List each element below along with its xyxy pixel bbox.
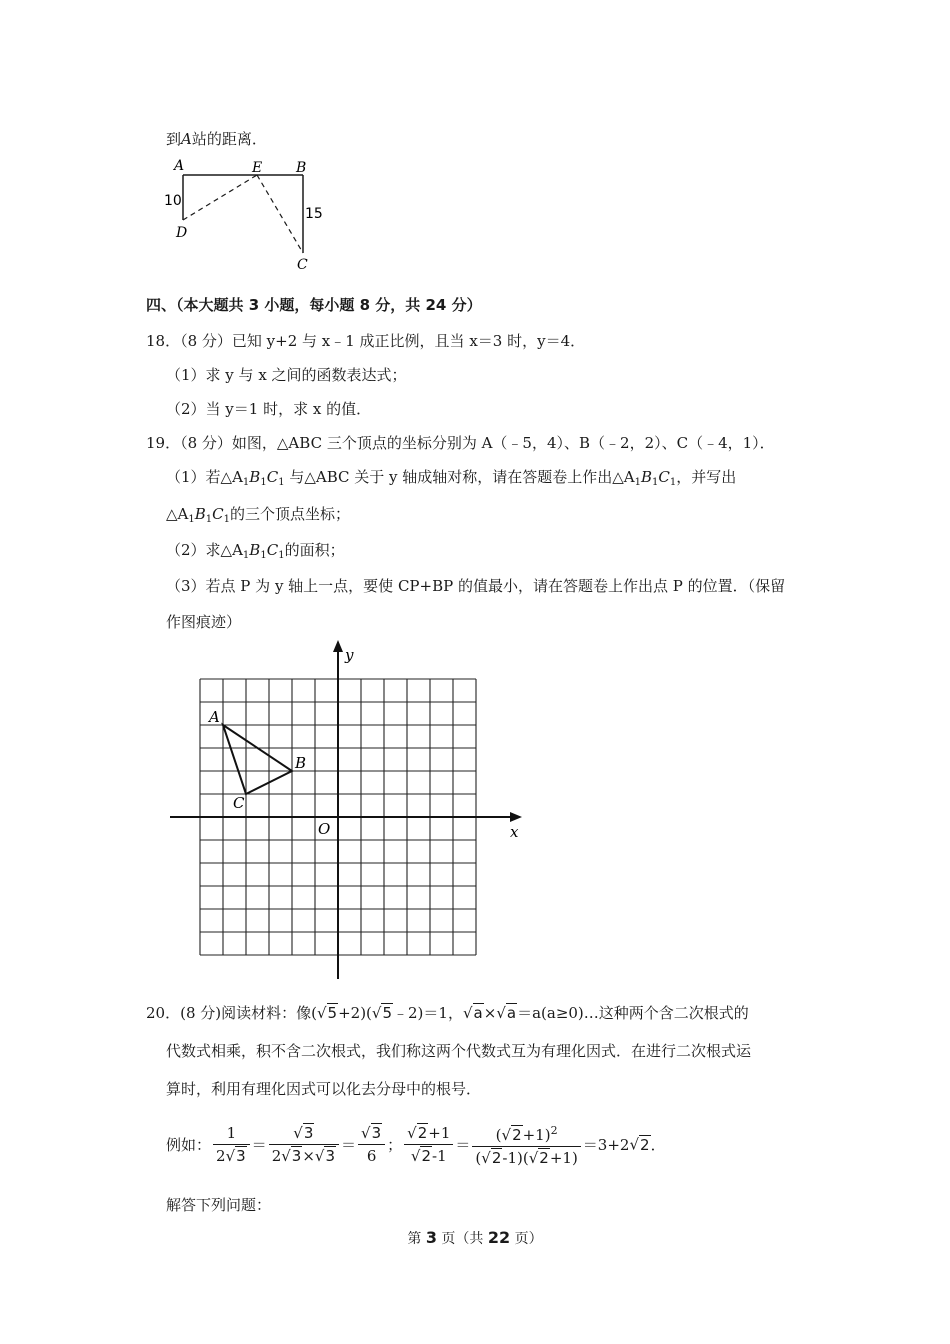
label-b: B <box>296 160 307 176</box>
total-pages: 22 <box>487 1228 511 1247</box>
f5-den-b: 2 <box>491 1149 502 1167</box>
f4-den-b: -1 <box>432 1147 447 1165</box>
length-bc: 15 <box>305 206 323 222</box>
f1-den-b: 3 <box>236 1147 246 1165</box>
q20-l1g: × <box>483 1004 497 1022</box>
sqrt-icon: √ <box>410 1147 421 1165</box>
q20-l1h: a <box>506 1004 517 1022</box>
f3-num: 3 <box>371 1124 382 1142</box>
q19-part1-cont: $\triangle A_1B_1C_1$的三个顶点坐标； <box>166 505 351 525</box>
grid-label-x: x <box>510 823 519 841</box>
grid-label-y: y <box>345 646 354 664</box>
sqrt-icon: √ <box>629 1135 640 1154</box>
q18-part1: （1）求 y 与 x 之间的函数表达式； <box>166 366 407 384</box>
q19-p1b: B <box>249 468 261 486</box>
eq-sign: ＝ <box>455 1136 471 1154</box>
q20-l1e: ﹣2)＝1， <box>393 1004 463 1022</box>
q20-line1 <box>146 1002 749 1024</box>
q19-p1b: B <box>194 505 206 523</box>
f4-den-a: 2 <box>421 1147 432 1165</box>
sub-1: 1 <box>634 477 642 488</box>
q19-p2: 的面积； <box>284 541 345 559</box>
q20-l1i: ＝a(a≥0)…这种两个含二次根式的 <box>517 1004 749 1022</box>
sub-1: 1 <box>242 477 250 488</box>
f5-den-a: ( <box>475 1149 482 1167</box>
q19-p1c: C <box>212 505 224 523</box>
sub-1: 1 <box>260 477 267 488</box>
label-e: E <box>252 160 263 176</box>
fraction-4 <box>404 1122 453 1167</box>
sqrt-icon: √ <box>528 1149 539 1167</box>
sqrt-icon: √ <box>314 1147 325 1165</box>
sub-1: 1 <box>242 550 250 561</box>
sqrt-icon: √ <box>496 1004 506 1022</box>
sqrt-icon: √ <box>281 1147 291 1165</box>
q17-tail <box>166 128 267 150</box>
sub-1: 1 <box>188 514 195 525</box>
grid-label-a: A <box>209 708 220 726</box>
label-d: D <box>176 225 188 241</box>
sqrt-icon: √ <box>293 1124 303 1142</box>
f5-den-c: -1)( <box>502 1149 529 1167</box>
q17-tail-suffix: 站的距离． <box>191 130 267 148</box>
grid-label-b: B <box>295 754 307 772</box>
f2-den-c: × <box>302 1147 315 1165</box>
eq-sign: ＝ <box>251 1136 267 1154</box>
q20-example <box>166 1120 666 1169</box>
sub-1: 1 <box>652 477 659 488</box>
f4-num-a: 2 <box>417 1124 428 1142</box>
q20-l1f: a <box>473 1004 483 1022</box>
sqrt-icon: √ <box>371 1004 382 1022</box>
sub-1: 1 <box>260 550 267 561</box>
eq-sign: ＝ <box>341 1136 357 1154</box>
q19-p1c: C <box>266 541 279 559</box>
answer-prompt: 解答下列问题： <box>166 1196 272 1214</box>
grid-label-origin: O <box>318 820 331 838</box>
q20-l1b: 5 <box>327 1004 338 1022</box>
q19-p1f: 的三个顶点坐标； <box>230 505 351 523</box>
f3-den: 6 <box>366 1147 377 1165</box>
q19-p1b: B <box>249 541 261 559</box>
sqrt-icon: √ <box>407 1124 417 1142</box>
f2-den-d: 3 <box>325 1147 336 1165</box>
segment-ec-dashed <box>257 175 303 253</box>
sqrt-icon: √ <box>462 1004 473 1022</box>
f1-den-a: 2 <box>216 1147 226 1165</box>
page-number: 3 <box>425 1228 437 1247</box>
q19-part3: （3）若点 P 为 y 轴上一点，要使 CP+BP 的值最小，请在答题卷上作出点 P 的位置．（保留 <box>166 577 786 595</box>
semicolon: ； <box>387 1136 403 1154</box>
footer-a: 第 <box>407 1231 426 1247</box>
f5-num-a: ( <box>495 1126 502 1144</box>
q19-part3-cont: 作图痕迹） <box>166 613 242 631</box>
x-axis-arrow-icon <box>510 812 522 822</box>
fraction-3 <box>358 1122 385 1167</box>
q19-p1a: （1）若△A <box>166 468 243 486</box>
sqrt-icon: √ <box>361 1124 371 1142</box>
q20-line3: 算时，利用有理化因式可以化去分母中的根号． <box>166 1080 482 1098</box>
sqrt-icon: √ <box>316 1004 327 1022</box>
section-title: 四、（本大题共 3 小题，每小题 8 分，共 24 分） <box>146 296 482 314</box>
fraction-1 <box>213 1122 250 1167</box>
f5-num-sup: 2 <box>550 1124 558 1137</box>
q19-part2 <box>166 539 345 567</box>
q19-p1d: 与△ABC 关于 y 轴成轴对称，请在答题卷上作出△A <box>284 468 635 486</box>
length-ad: 10 <box>164 193 182 209</box>
coordinate-grid <box>160 640 530 985</box>
page-footer <box>0 1228 950 1248</box>
q18-stem: 18．（8 分）已知 y+2 与 x﹣1 成正比例，且当 x＝3 时，y＝4． <box>146 332 586 350</box>
f5-den-d: 2 <box>539 1149 549 1167</box>
sqrt-icon: √ <box>501 1126 512 1144</box>
q19-p2a: （2）求△A <box>166 541 243 559</box>
f5-num-b: 2 <box>512 1126 522 1144</box>
sqrt-icon: √ <box>225 1147 236 1165</box>
f1-num: 1 <box>213 1122 250 1145</box>
y-axis-arrow-icon <box>333 640 343 652</box>
fraction-5 <box>472 1120 580 1169</box>
example-label: 例如： <box>166 1136 212 1154</box>
sub-1: 1 <box>223 514 231 525</box>
q19-p1c: C <box>266 468 279 486</box>
q19-stem: 19．（8 分）如图，△ABC 三个顶点的坐标分别为 A（﹣5，4）、B（﹣2，2）、C（﹣4，1）． <box>146 434 775 452</box>
q19-part1 <box>166 466 736 494</box>
result-b: 2 <box>640 1135 650 1154</box>
f4-num-b: +1 <box>428 1124 451 1142</box>
f5-num-c: +1) <box>522 1126 551 1144</box>
f2-den-b: 3 <box>291 1147 302 1165</box>
sub-1: 1 <box>278 550 285 561</box>
sub-1: 1 <box>278 477 285 488</box>
footer-b: 页（共 <box>436 1231 488 1247</box>
q20-l1a: 20．(8 分)阅读材料：像( <box>146 1004 317 1022</box>
q20-line2: 代数式相乘，积不含二次根式，我们称这两个代数式互为有理化因式．在进行二次根式运 <box>166 1042 752 1060</box>
q19-p1b: B <box>641 468 653 486</box>
footer-c: 页） <box>510 1231 543 1247</box>
label-c: C <box>297 257 308 273</box>
f2-num: 3 <box>303 1124 314 1142</box>
q17-tail-prefix: 到 <box>166 130 182 148</box>
grid-label-c: C <box>233 794 245 812</box>
triangle-abc <box>223 725 292 794</box>
q19-p1e: ，并写出 <box>676 468 737 486</box>
segment-de-dashed <box>183 175 257 220</box>
sub-1: 1 <box>205 514 213 525</box>
label-a: A <box>174 158 185 174</box>
result-c: ． <box>650 1136 666 1154</box>
q17-tail-var: A <box>181 130 192 148</box>
f2-den-a: 2 <box>271 1147 282 1165</box>
fraction-2 <box>269 1122 339 1167</box>
f5-den-e: +1) <box>549 1149 578 1167</box>
sub-1: 1 <box>669 477 677 488</box>
station-figure <box>160 155 340 275</box>
q19-p1c: C <box>658 468 670 486</box>
sqrt-icon: √ <box>481 1149 491 1167</box>
q18-part2: （2）当 y＝1 时，求 x 的值． <box>166 400 372 418</box>
q20-l1d: 5 <box>382 1004 393 1022</box>
result-a: ＝3+2 <box>582 1136 630 1154</box>
q20-l1c: +2)( <box>338 1004 372 1022</box>
